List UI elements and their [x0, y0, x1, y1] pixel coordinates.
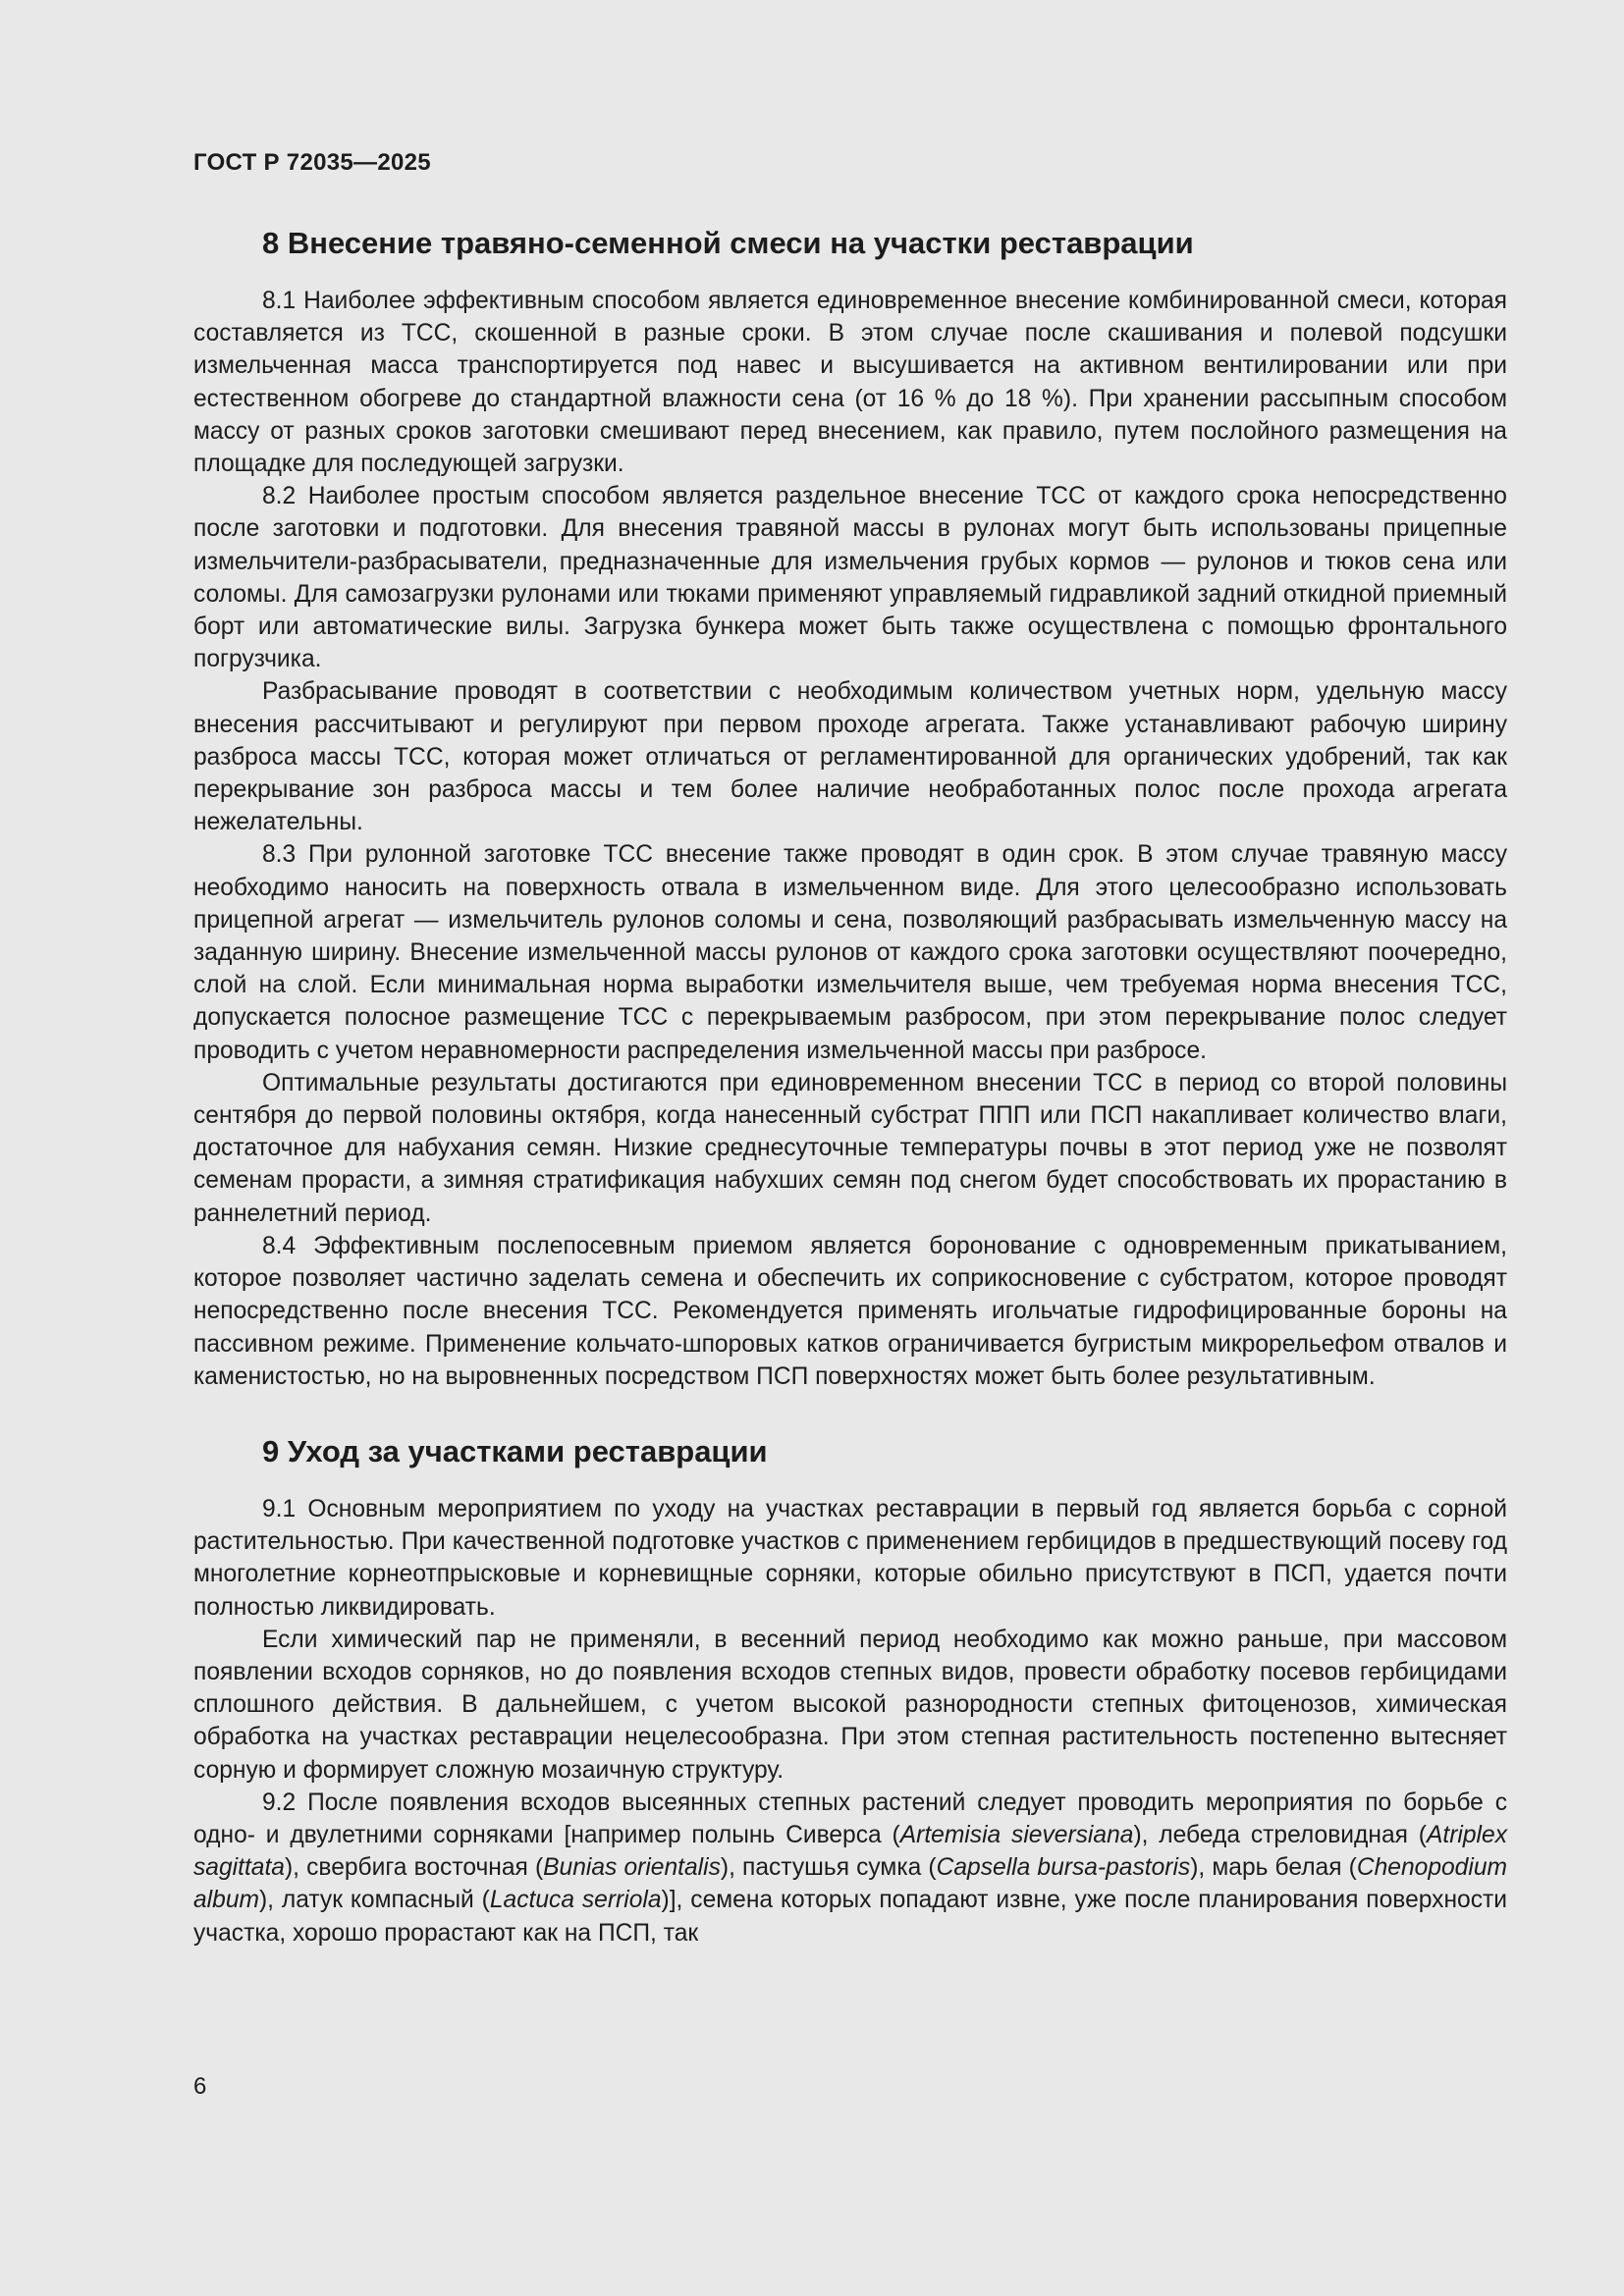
species-name: Atriplex sagittata — [193, 1821, 1507, 1882]
paragraph-8-3: 8.3 При рулонной заготовке ТСС внесение также проводят в один срок. В этом случае травяную массу необходимо наносить на поверхность отвала в измельченном виде. Для этого целесообразно использовать прицепной агрегат — измельчитель рулонов соломы и сена, позволяющий разбрасывать измельченную массу на заданную ширину. Внесение измельченной массы рулонов от каждого срока заготовки осуществляют поочередно, слой на слой. Если минимальная норма выработки измельчителя выше, чем требуемая норма внесения ТСС, допускается полосное размещение ТСС с перекрываемым разбросом, при этом перекрывание полос следует проводить с учетом неравномерности распределения измельченной массы при разбросе. — [193, 841, 1507, 1064]
species-name: Bunias orientalis — [543, 1854, 721, 1882]
text-run: )], семена которых попадают извне, уже после планирования поверхности участка, хорошо прорастают как на ПСП, так — [193, 1887, 1508, 1947]
paragraph-8-2: 8.2 Наиболее простым способом является раздельное внесение ТСС от каждого срока непосредственно после заготовки и подготовки. Для внесения травяной массы в рулонах могут быть использованы прицепные измельчители-разбрасыватели, предназначенные для измельчения грубых кормов — рулонов и тюков сена или соломы. Для самозагрузки рулонами или тюками применяют управляемый гидравликой задний откидной приемный борт или автоматические вилы. Загрузка бункера может быть также осуществлена с помощью фронтального погрузчика. — [193, 483, 1507, 673]
species-name: Lactuca serriola — [489, 1887, 662, 1914]
paragraph-8-4: 8.4 Эффективным послепосевным приемом является боронование с одновременным прикатыванием, которое позволяет частично заделать семена и обеспечить их соприкосновение с субстратом, которое проводят непосредственно после внесения ТСС. Рекомендуется применять игольчатые гидрофицированные бороны на пассивном режиме. Применение кольчато-шпоровых катков ограничивается бугристым микрорельефом отвалов и каменистостью, но на выровненных посредством ПСП поверхностях может быть более результативным. — [193, 1232, 1507, 1390]
text-run: ), лебеда стреловидная ( — [1133, 1821, 1427, 1848]
paragraph-9-1-chemical: Если химический пар не применяли, в весенний период необходимо как можно раньше, при массовом появлении всходов сорняков, но до появления всходов степных видов, провести обработку посевов гербицидами сплошного действия. В дальнейшем, с учетом высокой разнородности степных фитоценозов, химическая обработка на участках реставрации нецелесообразна. При этом степная растительность постепенно вытесняет сорную и формирует сложную мозаичную структуру. — [193, 1626, 1507, 1784]
page-number: 6 — [193, 2073, 207, 2100]
paragraph-8-3-optimal: Оптимальные результаты достигаются при единовременном внесении ТСС в период со второй половины сентября до первой половины октября, когда нанесенный субстрат ППП или ПСП накапливает количество влаги, достаточное для набухания семян. Низкие среднесуточные температуры почвы в этот период уже не позволят семенам прорасти, а зимняя стратификация набухших семян под снегом будет способствовать их прорастанию в раннелетний период. — [193, 1069, 1507, 1227]
paragraph-8-1: 8.1 Наиболее эффективным способом является единовременное внесение комбинированной смеси, которая составляется из ТСС, скошенной в разные сроки. В этом случае после скашивания и полевой подсушки измельченная масса транспортируется под навес и высушивается на активном вентилировании или при естественном обогреве до стандартной влажности сена (от 16 % до 18 %). При хранении рассыпным способом массу от разных сроков заготовки смешивают перед внесением, как правило, путем послойного размещения на площадке для последующей загрузки. — [193, 288, 1507, 478]
paragraph-8-2-spreading: Разбрасывание проводят в соответствии с необходимым количеством учетных норм, удельную массу внесения рассчитывают и регулируют при первом проходе агрегата. Также устанавливают рабочую ширину разброса массы ТСС, которая может отличаться от регламентированной для органических удобрений, так как перекрывание зон разброса массы и тем более наличие необработанных полос после прохода агрегата нежелательны. — [193, 678, 1507, 836]
paragraph-9-2 — [193, 1787, 1507, 1949]
text-run: ), пастушья сумка ( — [720, 1854, 937, 1882]
section-8-heading: 8 Внесение травяно-семенной смеси на участки реставрации — [262, 226, 1194, 260]
document-code: ГОСТ Р 72035—2025 — [193, 149, 431, 176]
species-name: Capsella bursa-pastoris — [936, 1854, 1191, 1882]
species-name: Artemisia sieversiana — [899, 1821, 1134, 1848]
text-run: 9.2 После появления всходов высеянных степных растений следует проводить мероприятия по борьбе с одно- и двулетними сорняками [например полынь Сиверса ( — [193, 1789, 1507, 1848]
page-content — [193, 224, 1507, 1949]
section-9-heading: 9 Уход за участками реставрации — [262, 1433, 768, 1468]
paragraph-9-1: 9.1 Основным мероприятием по уходу на участках реставрации в первый год является борьба с сорной растительностью. При качественной подготовке участков с применением гербицидов в предшествующий посеву год многолетние корнеотпрысковые и корневищные сорняки, которые обильно присутствуют в ПСП, удается почти полностью ликвидировать. — [193, 1495, 1507, 1621]
text-run: ), свербига восточная ( — [284, 1854, 544, 1882]
text-run: ), латук компасный ( — [258, 1887, 490, 1914]
species-name: Chenopodium album — [193, 1854, 1507, 1914]
text-run: ), марь белая ( — [1190, 1854, 1357, 1882]
